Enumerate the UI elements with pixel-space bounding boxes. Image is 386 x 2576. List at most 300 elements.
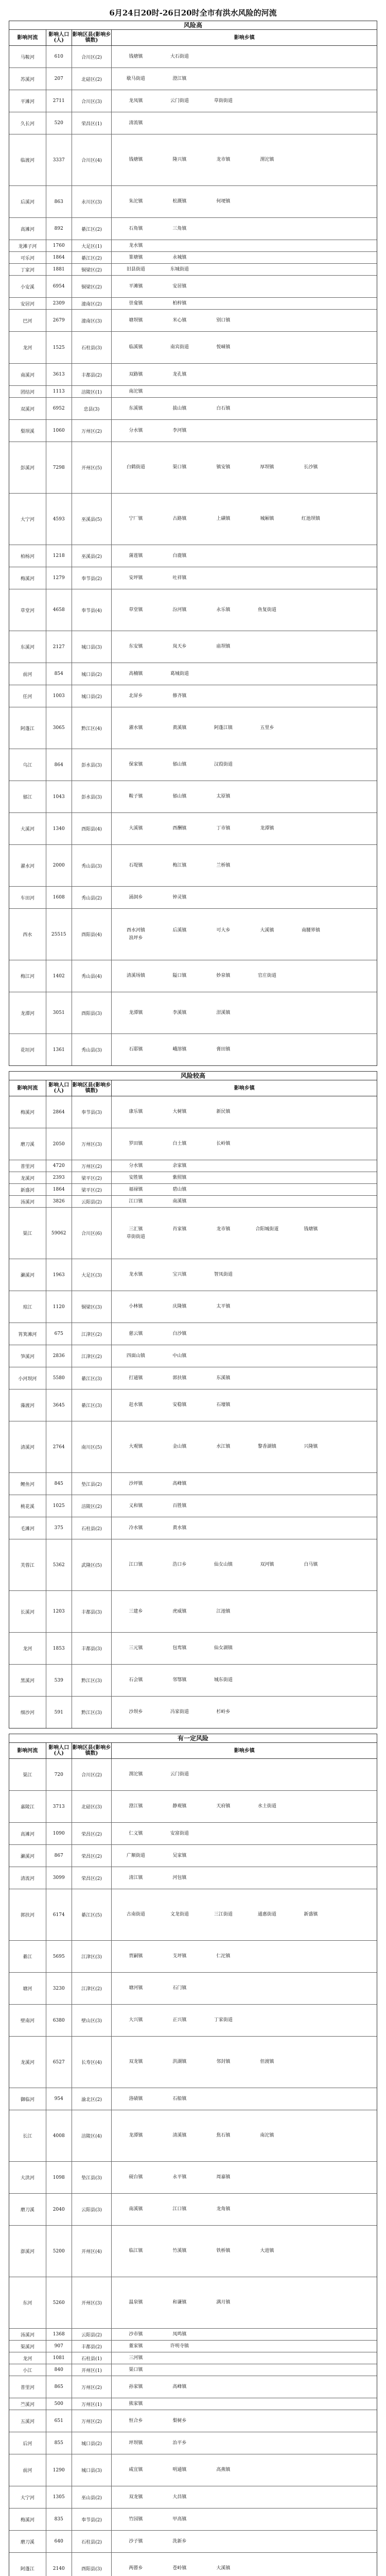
town-name: 兰桥镇 xyxy=(216,862,231,868)
town-name: 大溪镇 xyxy=(260,927,274,933)
population: 3613 xyxy=(46,364,72,385)
town-name: 大溪镇 xyxy=(216,2566,231,2571)
district: 奉节县(4) xyxy=(72,589,112,631)
town-name: 福禄镇 xyxy=(129,1187,143,1192)
town-name: 渭沱镇 xyxy=(260,157,274,162)
town-name: 龙潭镇 xyxy=(260,826,274,831)
town-name: 龙凤镇 xyxy=(129,98,143,104)
district: 巫溪县(5) xyxy=(72,494,112,545)
town-name: 新盛镇 xyxy=(304,1912,318,1917)
towns-list xyxy=(112,494,377,545)
table-row xyxy=(9,1208,377,1259)
river-name: 苏溪河 xyxy=(9,68,46,90)
town-name: 鱼复街道 xyxy=(257,607,276,613)
towns-list xyxy=(112,2162,377,2193)
town-name: 天府镇 xyxy=(216,1804,231,1809)
population: 1340 xyxy=(46,813,72,844)
table-row xyxy=(9,1633,377,1665)
river-name: 苎溪河 xyxy=(9,2398,46,2410)
district: 开州区(3) xyxy=(72,2277,112,2328)
towns-list xyxy=(112,1389,377,1421)
population: 3099 xyxy=(46,1867,72,1889)
town-name: 石耶镇 xyxy=(129,1047,143,1052)
town-name: 满月镇 xyxy=(216,2300,231,2305)
table-row xyxy=(9,2341,377,2352)
town-name: 李河镇 xyxy=(172,428,187,433)
river-name: 龙河 xyxy=(9,332,46,363)
table-row xyxy=(9,420,377,442)
table-row xyxy=(9,1323,377,1345)
table-row xyxy=(9,2088,377,2110)
district: 巫山县(2) xyxy=(72,2486,112,2508)
towns-list xyxy=(112,310,377,331)
district: 潼南区(2) xyxy=(72,298,112,309)
population: 3065 xyxy=(46,707,72,749)
town-name: 高峰镇 xyxy=(172,1481,187,1486)
river-name: 高滩河 xyxy=(9,1823,46,1844)
town-name: 沙坪镇 xyxy=(129,1481,143,1486)
town-name: 肖家镇 xyxy=(172,1226,187,1232)
town-name: 江口镇 xyxy=(172,2207,187,2212)
town-name: 官庄街道 xyxy=(257,973,276,978)
town-name: 黄溪镇 xyxy=(172,725,187,731)
district: 万州区(2) xyxy=(72,2410,112,2432)
table-row xyxy=(9,186,377,218)
town-name: 沙市镇 xyxy=(129,2331,143,2337)
district: 荣昌区(2) xyxy=(72,1845,112,1867)
district: 黔江区(3) xyxy=(72,1697,112,1728)
population: 7298 xyxy=(46,442,72,493)
table-row xyxy=(9,887,377,909)
river-name: 清流河 xyxy=(9,1867,46,1889)
river-name: 临渡河 xyxy=(9,134,46,185)
town-name: 庆隆镇 xyxy=(172,1304,187,1309)
section-label: 风险较高 xyxy=(9,1072,377,1080)
population: 1760 xyxy=(46,240,72,251)
town-name: 钱塘镇 xyxy=(129,54,143,59)
town-name: 水江镇 xyxy=(216,1444,231,1449)
population: 855 xyxy=(46,2432,72,2454)
town-name: 东溪镇 xyxy=(216,1375,231,1381)
district: 石柱县(2) xyxy=(72,2531,112,2552)
towns-list xyxy=(112,589,377,631)
town-name: 别口镇 xyxy=(216,317,231,323)
towns-list xyxy=(112,960,377,992)
towns-list xyxy=(112,1345,377,1367)
towns-list xyxy=(112,2341,377,2352)
towns-list xyxy=(112,781,377,812)
town-name: 许明寺镇 xyxy=(170,2343,189,2349)
header-river: 影响河流 xyxy=(9,1743,46,1758)
table-row xyxy=(9,1291,377,1323)
town-name: 咸宜镇 xyxy=(129,2467,143,2472)
river-name: 阿蓬江 xyxy=(9,707,46,749)
town-name: 苍岭镇 xyxy=(172,2566,187,2571)
river-name: 濑溪河 xyxy=(9,1259,46,1291)
district: 黔江区(4) xyxy=(72,707,112,749)
town-name: 黄水镇 xyxy=(172,1525,187,1531)
town-name: 三江街道 xyxy=(214,1912,233,1917)
town-name: 砚台镇 xyxy=(129,2175,143,2180)
district: 壁山区(3) xyxy=(72,2005,112,2036)
table-row xyxy=(9,545,377,567)
towns-list xyxy=(112,2432,377,2454)
section-label: 风险高 xyxy=(9,21,377,30)
population: 1025 xyxy=(46,1495,72,1517)
town-name: 焦石镇 xyxy=(216,2133,231,2138)
population: 2836 xyxy=(46,1345,72,1367)
town-name: 金山镇 xyxy=(172,1444,187,1449)
table-row xyxy=(9,2277,377,2329)
town-name: 郁山镇 xyxy=(172,794,187,799)
towns-list xyxy=(112,1473,377,1495)
town-name: 三角镇 xyxy=(172,226,187,231)
town-name: 丁市镇 xyxy=(216,826,231,831)
population: 1098 xyxy=(46,2162,72,2193)
towns-list xyxy=(112,663,377,685)
population: 1043 xyxy=(46,781,72,812)
town-name: 涌洞乡 xyxy=(129,894,143,900)
town-name: 钱塘镇 xyxy=(304,1226,318,1232)
population: 1081 xyxy=(46,2352,72,2364)
population: 1368 xyxy=(46,2329,72,2340)
town-name: 浪坪乡 xyxy=(129,935,143,941)
table-row xyxy=(9,1034,377,1065)
table-row xyxy=(9,2226,377,2277)
town-name: 双龙镇 xyxy=(129,2059,143,2064)
town-name: 龙角镇 xyxy=(216,2207,231,2212)
district: 綦江区(2) xyxy=(72,252,112,263)
town-name: 龙水镇 xyxy=(129,243,143,248)
towns-list xyxy=(112,1791,377,1822)
column-header xyxy=(9,30,377,46)
population: 6952 xyxy=(46,398,72,419)
population: 1279 xyxy=(46,567,72,589)
district: 合川区(6) xyxy=(72,1208,112,1259)
town-name: 米心镇 xyxy=(172,317,187,323)
towns-list xyxy=(112,298,377,309)
district: 武隆区(5) xyxy=(72,1539,112,1590)
town-name: 仙女湖镇 xyxy=(214,1646,233,1651)
table-row xyxy=(9,1517,377,1539)
population: 520 xyxy=(46,112,72,134)
town-name: 南溪镇 xyxy=(172,1198,187,1204)
river-name: 大溪河 xyxy=(9,813,46,844)
population: 1090 xyxy=(46,1823,72,1844)
table-row xyxy=(9,398,377,420)
towns-list xyxy=(112,2194,377,2225)
population: 1608 xyxy=(46,887,72,908)
town-name: 膏田镇 xyxy=(216,1047,231,1052)
town-name: 渠口镇 xyxy=(172,465,187,470)
town-name: 城东街道 xyxy=(214,1677,233,1683)
table-row xyxy=(9,2553,377,2576)
table-row xyxy=(9,364,377,386)
table-row xyxy=(9,1345,377,1367)
town-name: 渭沱镇 xyxy=(129,1772,143,1777)
town-name: 泔溪镇 xyxy=(216,1010,231,1015)
population: 3713 xyxy=(46,1791,72,1822)
towns-list xyxy=(112,2553,377,2576)
towns-list xyxy=(112,1697,377,1728)
town-name: 江口镇 xyxy=(129,1562,143,1567)
river-name: 嘉陵江 xyxy=(9,1791,46,1822)
population: 640 xyxy=(46,2531,72,2552)
header-population: 影响人口(人) xyxy=(46,30,72,45)
population: 954 xyxy=(46,2088,72,2110)
towns-list xyxy=(112,2509,377,2530)
town-name: 水土街道 xyxy=(257,1804,276,1809)
river-name: 车田河 xyxy=(9,887,46,908)
table-row xyxy=(9,960,377,992)
table-row xyxy=(9,813,377,845)
table-row xyxy=(9,310,377,332)
district: 忠县(3) xyxy=(72,398,112,419)
town-name: 大树镇 xyxy=(172,1109,187,1114)
river-name: 马鞍河 xyxy=(9,46,46,67)
river-name: 磨刀溪 xyxy=(9,1128,46,1160)
header-river: 影响河流 xyxy=(9,30,46,45)
table-row xyxy=(9,1791,377,1823)
town-name: 石船镇 xyxy=(172,2096,187,2102)
table-row xyxy=(9,1759,377,1791)
towns-list xyxy=(112,240,377,251)
town-name: 郁山镇 xyxy=(172,762,187,767)
district: 奉节县(3) xyxy=(72,1096,112,1128)
population: 6174 xyxy=(46,1889,72,1940)
town-name: 丁家街道 xyxy=(214,2018,233,2023)
town-name: 东城街道 xyxy=(170,266,189,272)
river-name: 毛滩河 xyxy=(9,1517,46,1539)
table-row xyxy=(9,2376,377,2398)
town-name: 罗田镇 xyxy=(129,1141,143,1146)
town-name: 通惠街道 xyxy=(257,1912,276,1917)
towns-list xyxy=(112,2531,377,2552)
population: 1864 xyxy=(46,1184,72,1195)
river-name: 后溪河 xyxy=(9,186,46,217)
town-name: 分水镇 xyxy=(129,1163,143,1168)
district: 万州区(2) xyxy=(72,420,112,442)
population: 1525 xyxy=(46,332,72,363)
towns-list xyxy=(112,68,377,90)
population: 500 xyxy=(46,2398,72,2410)
towns-list xyxy=(112,567,377,589)
town-name: 沙子镇 xyxy=(129,2538,143,2544)
river-name: 梨坝溪 xyxy=(9,420,46,442)
towns-list xyxy=(112,2005,377,2036)
town-name: 坪坝镇 xyxy=(129,2440,143,2446)
population: 2309 xyxy=(46,298,72,309)
population: 3337 xyxy=(46,134,72,185)
town-name: 洗新乡 xyxy=(172,2538,187,2544)
population: 2711 xyxy=(46,90,72,112)
district: 长寿区(4) xyxy=(72,2037,112,2088)
population: 1003 xyxy=(46,685,72,707)
table-row xyxy=(9,2432,377,2454)
river-name: 笋溪河 xyxy=(9,1345,46,1367)
town-name: 永城镇 xyxy=(172,255,187,260)
town-name: 三河镇 xyxy=(129,2355,143,2361)
towns-list xyxy=(112,1823,377,1844)
table-row xyxy=(9,2162,377,2194)
town-name: 碧山镇 xyxy=(172,1187,187,1192)
population: 892 xyxy=(46,218,72,240)
town-name: 洪湖镇 xyxy=(172,2059,187,2064)
town-name: 周嘉镇 xyxy=(216,2175,231,2180)
river-name: 柏杨河 xyxy=(9,545,46,567)
towns-list xyxy=(112,276,377,297)
towns-list xyxy=(112,46,377,67)
town-name: 松溉镇 xyxy=(172,199,187,204)
table-row xyxy=(9,1096,377,1128)
population: 3645 xyxy=(46,1389,72,1421)
district: 酉阳县(4) xyxy=(72,909,112,960)
town-name: 河包镇 xyxy=(172,1875,187,1880)
district: 綦江区(3) xyxy=(72,1367,112,1389)
table-row xyxy=(9,2454,377,2486)
town-name: 虎威镇 xyxy=(172,1608,187,1614)
town-name: 悦崃镇 xyxy=(216,345,231,350)
population: 5200 xyxy=(46,2226,72,2277)
river-name: 前河 xyxy=(9,663,46,685)
population: 6954 xyxy=(46,276,72,297)
town-name: 清溪场镇 xyxy=(126,973,145,978)
town-name: 大石街道 xyxy=(170,54,189,59)
table-row xyxy=(9,1941,377,1973)
town-name: 镇安镇 xyxy=(216,465,231,470)
town-name: 李溪镇 xyxy=(172,1010,187,1015)
table-row xyxy=(9,685,377,707)
town-name: 朱沱镇 xyxy=(129,199,143,204)
river-name: 筲箕滩河 xyxy=(9,1323,46,1345)
town-name: 修齐镇 xyxy=(172,693,187,699)
town-name: 洛碛镇 xyxy=(129,2096,143,2102)
population: 3051 xyxy=(46,992,72,1033)
town-name: 正兴镇 xyxy=(172,2018,187,2023)
district: 酉阳县(3) xyxy=(72,992,112,1033)
river-name: 彭溪河 xyxy=(9,442,46,493)
population: 845 xyxy=(46,1473,72,1495)
town-name: 竹园镇 xyxy=(129,2516,143,2522)
district: 秀山县(3) xyxy=(72,1034,112,1065)
district: 江津区(2) xyxy=(72,1973,112,2004)
town-name: 江池镇 xyxy=(216,1608,231,1614)
town-name: 四面山镇 xyxy=(126,1353,145,1359)
river-name: 大宁河 xyxy=(9,494,46,545)
table-row xyxy=(9,1367,377,1389)
town-name: 酉酬镇 xyxy=(172,826,187,831)
town-name: 大观镇 xyxy=(129,1444,143,1449)
town-name: 清流镇 xyxy=(129,120,143,126)
population: 1290 xyxy=(46,2454,72,2486)
district: 彭水县(3) xyxy=(72,749,112,781)
header-population: 影响人口(人) xyxy=(46,1743,72,1758)
town-name: 篆塘镇 xyxy=(129,255,143,260)
district: 涪陵区(4) xyxy=(72,2110,112,2161)
towns-list xyxy=(112,1517,377,1539)
town-name: 隘口镇 xyxy=(172,973,187,978)
towns-list xyxy=(112,1160,377,1172)
district: 江津区(3) xyxy=(72,1941,112,1972)
town-name: 小林镇 xyxy=(129,1304,143,1309)
town-name: 但渡镇 xyxy=(260,2059,274,2064)
table-row xyxy=(9,332,377,364)
town-name: 长岭镇 xyxy=(216,1141,231,1146)
town-name: 龙潭镇 xyxy=(129,1010,143,1015)
town-name: 明通镇 xyxy=(172,2467,187,2472)
river-name: 龙溪河 xyxy=(9,1172,46,1183)
town-name: 何埂镇 xyxy=(216,199,231,204)
town-name: 可大乡 xyxy=(216,927,231,933)
district: 城口县(2) xyxy=(72,663,112,685)
river-name: 琼江 xyxy=(9,1291,46,1323)
district: 黔江区(3) xyxy=(72,1665,112,1696)
river-name: 大宁河 xyxy=(9,2486,46,2508)
header-district: 影响区县(影响乡镇数) xyxy=(72,30,112,45)
district: 潼南区(3) xyxy=(72,310,112,331)
population: 2679 xyxy=(46,310,72,331)
river-name: 梅溪河 xyxy=(9,567,46,589)
towns-list xyxy=(112,218,377,240)
town-name: 邻鄂镇 xyxy=(172,1677,187,1683)
district: 合川区(3) xyxy=(72,90,112,112)
section-label: 有一定风险 xyxy=(9,1734,377,1743)
table-row xyxy=(9,2352,377,2364)
town-name: 南沱镇 xyxy=(129,388,143,394)
district: 秀山县(4) xyxy=(72,960,112,992)
population: 1113 xyxy=(46,386,72,397)
population: 1361 xyxy=(46,1034,72,1065)
district: 云阳县(3) xyxy=(72,2194,112,2225)
table-row xyxy=(9,992,377,1034)
district: 万州区(3) xyxy=(72,1128,112,1160)
town-name: 竹溪镇 xyxy=(172,2248,187,2253)
district: 涪陵区(1) xyxy=(72,386,112,397)
town-name: 石角镇 xyxy=(129,226,143,231)
district: 梁平区(2) xyxy=(72,1172,112,1183)
river-name: 新盛河 xyxy=(9,1184,46,1195)
town-name: 南腰界镇 xyxy=(301,927,320,933)
table-row xyxy=(9,1845,377,1867)
towns-list xyxy=(112,1291,377,1323)
town-name: 杉岭乡 xyxy=(216,1709,231,1715)
table-row xyxy=(9,218,377,240)
population: 907 xyxy=(46,2341,72,2352)
town-name: 柏梓镇 xyxy=(172,300,187,306)
towns-list xyxy=(112,386,377,397)
population: 25515 xyxy=(46,909,72,960)
district: 北碚区(3) xyxy=(72,1791,112,1822)
table-row xyxy=(9,1823,377,1845)
district: 万州区(1) xyxy=(72,2398,112,2410)
column-header xyxy=(9,1743,377,1759)
towns-list xyxy=(112,545,377,567)
river-name: 平滩河 xyxy=(9,90,46,112)
town-name: 吐祥镇 xyxy=(172,575,187,581)
population: 1881 xyxy=(46,264,72,275)
river-name: 花垣河 xyxy=(9,1034,46,1065)
river-name: 桃花溪 xyxy=(9,1495,46,1517)
town-name: 贾嗣镇 xyxy=(129,1954,143,1959)
table-row xyxy=(9,781,377,813)
table-row xyxy=(9,1473,377,1495)
town-name: 宁厂镇 xyxy=(129,516,143,521)
town-name: 石门镇 xyxy=(172,1986,187,1991)
district: 梁平区(2) xyxy=(72,1184,112,1195)
towns-list xyxy=(112,1539,377,1590)
risk-tables xyxy=(0,21,386,2576)
town-name: 太平镇 xyxy=(216,1304,231,1309)
